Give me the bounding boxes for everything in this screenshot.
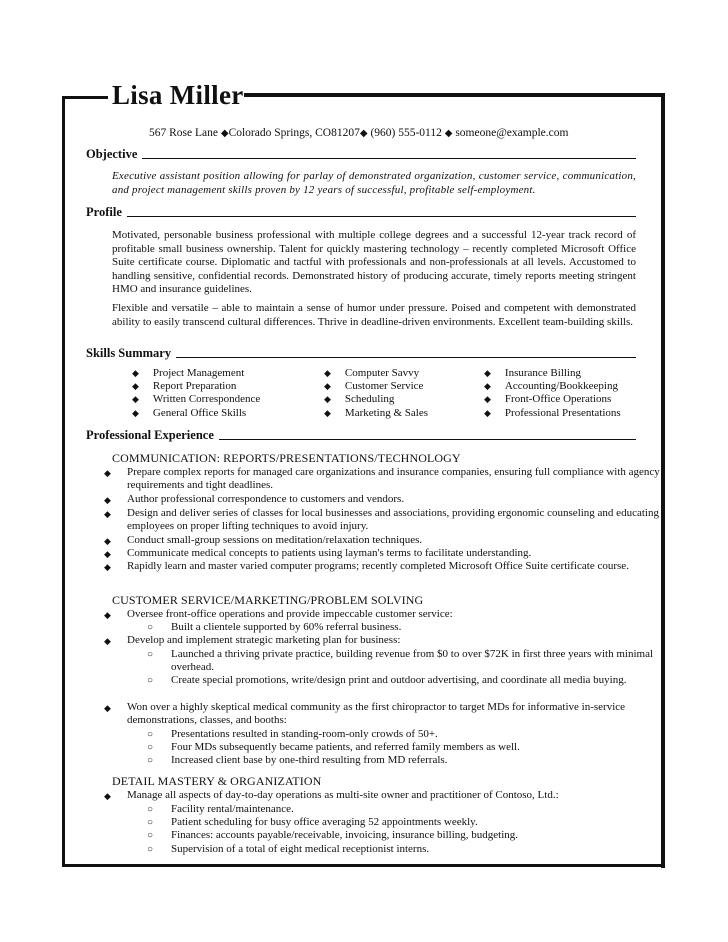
- diamond-bullet-icon: ◆: [359, 128, 368, 139]
- sub-list-item: ○ Finances: accounts payable/receivable, invoicing, insurance billing, budgeting.: [147, 829, 519, 841]
- profile-paragraph-2: Flexible and versatile – able to maintain a sense of humor under pressure. Poised and competent with demonstrated ability to easily transcend cultural differences. Thrive in deadline-driven environments. Excellent team-building skills.: [112, 302, 636, 328]
- objective-title: Objective: [86, 147, 138, 161]
- list-item: ◆ Prepare complex reports for managed care organizations and insurance companies, ensuring full compliance with agency requirements and tight deadlines.: [104, 466, 660, 492]
- frame-top-left-rule: [64, 96, 108, 99]
- diamond-bullet-icon: ◆: [484, 394, 491, 404]
- sub-list-item: ○ Four MDs subsequently became patients, and referred family members as well.: [147, 741, 520, 753]
- diamond-bullet-icon: ◆: [132, 381, 139, 391]
- skills-heading: [86, 346, 636, 361]
- phone: (960) 555-0112: [370, 127, 442, 139]
- circle-bullet-icon: ○: [147, 817, 154, 828]
- skill-item: ◆ Insurance Billing: [484, 367, 581, 379]
- circle-bullet-icon: ○: [147, 622, 154, 633]
- sub-list-item: ○ Create special promotions, write/design print and outdoor advertising, and coordinate all media buying.: [147, 674, 627, 686]
- diamond-bullet-icon: ◆: [104, 536, 111, 546]
- skills-title: Skills Summary: [86, 346, 172, 360]
- sub-list-item: ○ Supervision of a total of eight medical receptionist interns.: [147, 843, 430, 855]
- diamond-bullet-icon: ◆: [484, 408, 491, 418]
- skill-item: ◆ Accounting/Bookkeeping: [484, 380, 618, 392]
- list-item: ◆ Oversee front-office operations and provide impeccable customer service:: [104, 608, 663, 621]
- diamond-bullet-icon: ◆: [324, 394, 331, 404]
- sub-list-item: ○ Launched a thriving private practice, building revenue from $0 to over $72K in first three years with minimal overhead.: [147, 648, 654, 674]
- diamond-bullet-icon: ◆: [104, 562, 111, 572]
- list-item: ◆ Author professional correspondence to customers and vendors.: [104, 493, 663, 506]
- diamond-bullet-icon: ◆: [104, 703, 111, 713]
- circle-bullet-icon: ○: [147, 742, 154, 753]
- profile-title: Profile: [86, 205, 122, 219]
- candidate-name: Lisa Miller: [112, 80, 244, 110]
- sub-list-item: ○ Presentations resulted in standing-room-only crowds of 50+.: [147, 728, 438, 740]
- list-item: ◆ Develop and implement strategic marketing plan for business:: [104, 634, 663, 647]
- sub-list-item: ○ Facility rental/maintenance.: [147, 803, 294, 815]
- communication-subheading: COMMUNICATION: REPORTS/PRESENTATIONS/TECHNOLOGY: [112, 451, 461, 465]
- frame-bottom-rule: [62, 864, 665, 867]
- skill-item: ◆ Marketing & Sales: [324, 407, 429, 419]
- experience-title: Professional Experience: [86, 428, 214, 442]
- diamond-bullet-icon: ◆: [484, 381, 491, 391]
- list-item: ◆ Won over a highly skeptical medical community as the first chiropractor to target MDs for informative in-service demonstrations, classes, and booths:: [104, 701, 626, 727]
- diamond-bullet-icon: ◆: [104, 468, 111, 478]
- diamond-bullet-icon: ◆: [132, 368, 139, 378]
- list-item: ◆ Communicate medical concepts to patients using layman's terms to facilitate understanding.: [104, 547, 663, 560]
- objective-text: Executive assistant position allowing for parlay of demonstrated organization, customer service, communication, and project management skills proven by 12 years of successful, profitable self-employment.: [112, 170, 636, 196]
- diamond-bullet-icon: ◆: [324, 408, 331, 418]
- email-link[interactable]: someone@example.com: [455, 127, 569, 139]
- list-item: ◆ Rapidly learn and master varied computer programs; recently completed Microsoft Office Suite certificate course.: [104, 560, 663, 573]
- circle-bullet-icon: ○: [147, 729, 154, 740]
- diamond-bullet-icon: ◆: [104, 610, 111, 620]
- skill-item: ◆ Scheduling: [324, 393, 395, 405]
- sub-list-item: ○ Built a clientele supported by 60% referral business.: [147, 621, 402, 633]
- diamond-bullet-icon: ◆: [220, 128, 229, 139]
- diamond-bullet-icon: ◆: [132, 394, 139, 404]
- skill-item: ◆ Project Management: [132, 367, 245, 379]
- objective-heading: [86, 147, 636, 162]
- list-item: ◆ Design and deliver series of classes for local businesses and associations, providing ergonomic counseling and educating employees on proper lifting techniques to avoid injury.: [104, 507, 659, 533]
- profile-heading: [86, 205, 636, 220]
- circle-bullet-icon: ○: [147, 830, 154, 841]
- skill-item: ◆ Written Correspondence: [132, 393, 261, 405]
- skill-item: ◆ General Office Skills: [132, 407, 247, 419]
- customer-service-subheading: CUSTOMER SERVICE/MARKETING/PROBLEM SOLVING: [112, 593, 424, 607]
- diamond-bullet-icon: ◆: [324, 368, 331, 378]
- diamond-bullet-icon: ◆: [104, 549, 111, 559]
- contact-line: [149, 127, 568, 139]
- city: Colorado Springs, CO81207: [228, 127, 360, 139]
- diamond-bullet-icon: ◆: [444, 128, 453, 139]
- circle-bullet-icon: ○: [147, 804, 154, 815]
- skill-item: ◆ Customer Service: [324, 380, 424, 392]
- frame-top-right-rule: [244, 93, 665, 97]
- skill-item: ◆ Report Preparation: [132, 380, 237, 392]
- diamond-bullet-icon: ◆: [132, 408, 139, 418]
- skill-item: ◆ Front-Office Operations: [484, 393, 612, 405]
- circle-bullet-icon: ○: [147, 844, 154, 855]
- detail-mastery-subheading: DETAIL MASTERY & ORGANIZATION: [112, 774, 322, 788]
- frame-left-rule: [62, 96, 65, 866]
- diamond-bullet-icon: ◆: [104, 495, 111, 505]
- sub-list-item: ○ Patient scheduling for busy office averaging 52 appointments weekly.: [147, 816, 478, 828]
- list-item: ◆ Manage all aspects of day-to-day operations as multi-site owner and practitioner of Contoso, Ltd.:: [104, 789, 663, 802]
- circle-bullet-icon: ○: [147, 649, 154, 660]
- diamond-bullet-icon: ◆: [104, 791, 111, 801]
- experience-heading: [86, 428, 636, 443]
- address: 567 Rose Lane: [149, 127, 218, 139]
- diamond-bullet-icon: ◆: [104, 509, 111, 519]
- profile-paragraph-1: Motivated, personable business professional with multiple college degrees and a successful 12-year track record of profitable small business ownership. Talent for quickly mastering technology – recently completed Microsoft Office Suite certificate course. Diplomatic and tactful with professionals and non-professionals at all levels. Accustomed to handling sensitive, confidential records. Demonstrated history of producing accurate, timely reports meeting stringent HMO and insurance guidelines.: [112, 229, 636, 296]
- skill-item: ◆ Computer Savvy: [324, 367, 420, 379]
- skill-item: ◆ Professional Presentations: [484, 407, 621, 419]
- circle-bullet-icon: ○: [147, 755, 154, 766]
- diamond-bullet-icon: ◆: [324, 381, 331, 391]
- diamond-bullet-icon: ◆: [104, 636, 111, 646]
- sub-list-item: ○ Increased client base by one-third resulting from MD referrals.: [147, 754, 448, 766]
- list-item: ◆ Conduct small-group sessions on meditation/relaxation techniques.: [104, 534, 663, 547]
- diamond-bullet-icon: ◆: [484, 368, 491, 378]
- circle-bullet-icon: ○: [147, 675, 154, 686]
